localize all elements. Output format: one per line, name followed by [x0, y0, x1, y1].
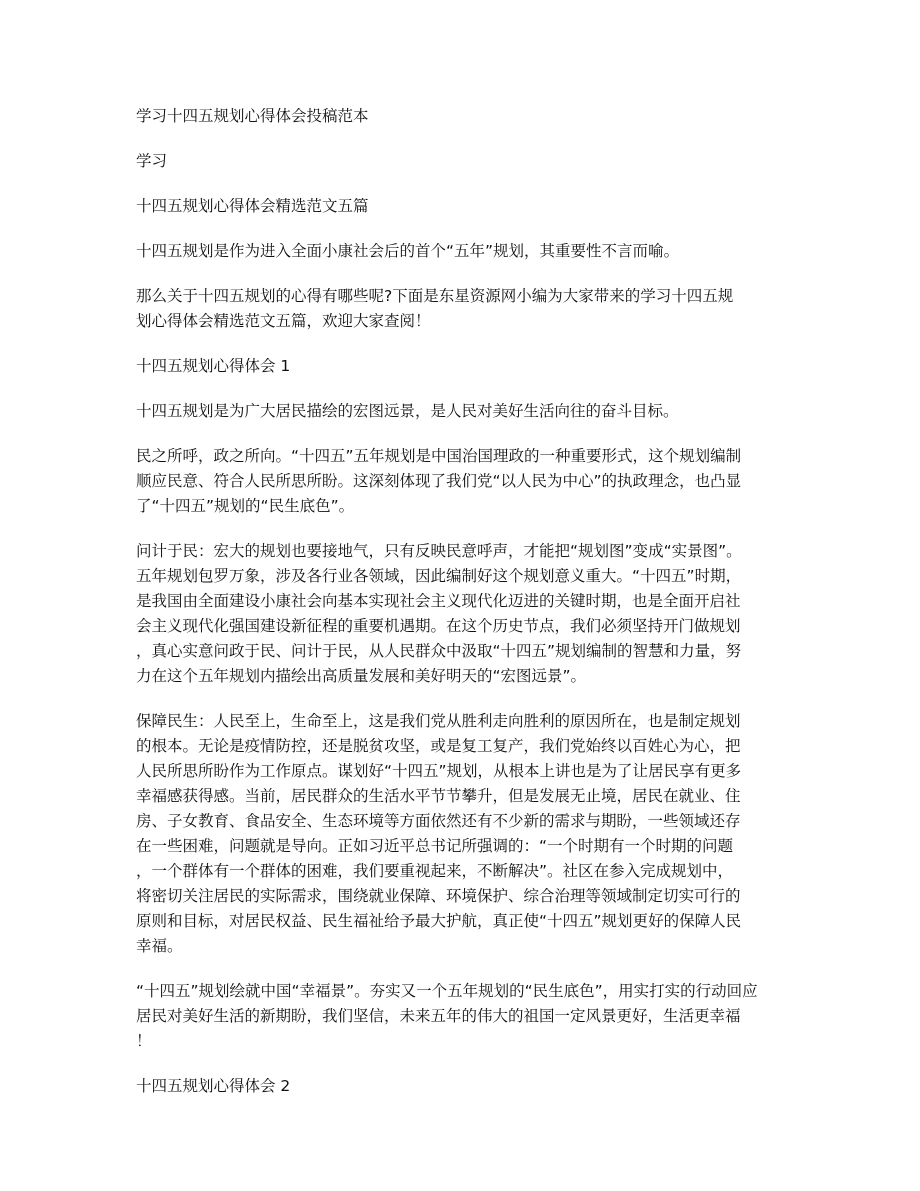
- document-title: 学习十四五规划心得体会投稿范本: [136, 107, 369, 125]
- section-1-paragraph-2: 民之所呼，政之所向。“十四五”五年规划是中国治国理政的一种重要形式，这个规划编制 顺应民意、符合人民所思所盼。这深刻体现了我们党“以人民为中心”的执政理念，也凸显 了“十四五”规划的“民生底色”。: [136, 447, 742, 515]
- document-heading: 十四五规划心得体会精选范文五篇: [136, 197, 369, 215]
- section-1-paragraph-5: “十四五”规划绘就中国“幸福景”。夯实又一个五年规划的“民生底色”，用实打实的行动回应 居民对美好生活的新期盼，我们坚信，未来五年的伟大的祖国一定风景更好，生活更幸福 ！: [136, 982, 758, 1050]
- intro-paragraph-1: 十四五规划是作为进入全面小康社会后的首个“五年”规划，其重要性不言而喻。: [136, 242, 680, 260]
- section-2-heading: 十四五规划心得体会 2: [136, 1077, 291, 1095]
- section-1-paragraph-1: 十四五规划是为广大居民描绘的宏图远景，是人民对美好生活向往的奋斗目标。: [136, 402, 679, 420]
- section-1-paragraph-4: 保障民生：人民至上，生命至上，这是我们党从胜利走向胜利的原因所在，也是制定规划 的根本。无论是疫情防控，还是脱贫攻坚，或是复工复产，我们党始终以百姓心为心，把 人民所思所盼作为工作原点。谋划好“十四五”规划，从根本上讲也是为了让居民享有更多 幸福感获得感。当前，居民群众的生活水平节节攀升，但是发展无止境，居民在就业、住 房、子女教育、食品安全、生态环境等方面依然还有不少新的需求与期盼，一些领域还存 在一些困难，问题就是导向。正如习近平总书记所强调的：“一个时期有一个时期的问题 ，一个群体有一个群体的困难，我们要重视起来，不断解决”。社区在参入完成规划中， 将密切关注居民的实际需求，围绕就业保障、环境保护、综合治理等领域制定切实可行的 原则和目标，对居民权益、民生福祉给予最大护航，真正使“十四五”规划更好的保障人民 幸福。: [136, 712, 742, 955]
- section-1-heading: 十四五规划心得体会 1: [136, 357, 291, 375]
- intro-paragraph-2: 那么关于十四五规划的心得有哪些呢?下面是东星资源网小编为大家带来的学习十四五规 划心得体会精选范文五篇，欢迎大家查阅！: [136, 287, 734, 330]
- document-body: [136, 104, 786, 1119]
- section-1-paragraph-3: 问计于民：宏大的规划也要接地气，只有反映民意呼声，才能把“规划图”变成“实景图”。 五年规划包罗万象，涉及各行业各领域，因此编制好这个规划意义重大。“十四五”时期， 是我国由全面建设小康社会向基本实现社会主义现代化迈进的关键时期，也是全面开启社 会主义现代化强国建设新征程的重要机遇期。在这个历史节点，我们必须坚持开门做规划 ，真心实意问政于民、问计于民，从人民群众中汲取“十四五”规划编制的智慧和力量，努 力在这个五年规划内描绘出高质量发展和美好明天的“宏图远景”。: [136, 542, 742, 685]
- document-subtitle: 学习: [136, 152, 168, 170]
